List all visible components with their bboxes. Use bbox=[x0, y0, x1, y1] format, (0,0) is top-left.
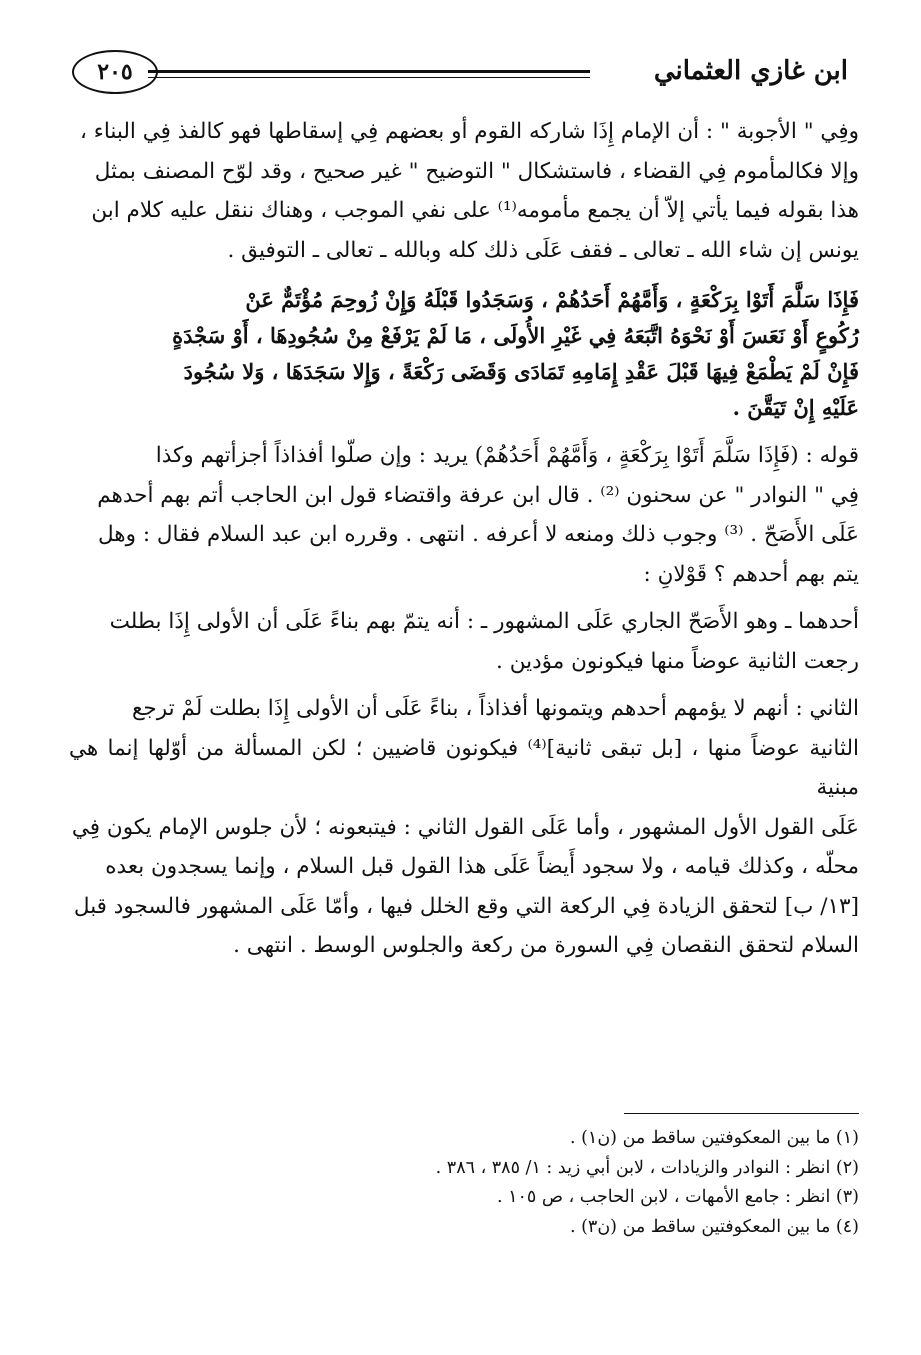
footnote-separator bbox=[624, 1113, 859, 1114]
running-title: ابن غازي العثماني bbox=[653, 56, 848, 86]
page-header bbox=[68, 50, 848, 106]
header-rule bbox=[148, 70, 590, 73]
matn-quote: فَإِذَا سَلَّمَ أَتَوْا بِرَكْعَةٍ ، وَأَمَّهُمْ أَحَدُهُمْ ، وَسَجَدُوا قَبْلَهُ وَإِنْ زُوحِمَ مُؤْتَمٌّ عَنْ رُكُوعٍ أَوْ نَعَسَ أَوْ نَحْوَهُ اتَّبَعَهُ فِي غَيْرِ الأُولَى ، مَا لَمْ يَرْفَعْ مِنْ سُجُودِهَا ، أَوْ سَجْدَةٍ فَإِنْ لَمْ يَطْمَعْ فِيهَا قَبْلَ عَقْدِ إِمَامِهِ تَمَادَى وَقَضَى رَكْعَةً ، وَإِلا سَجَدَهَا ، وَلا سُجُودَ عَلَيْهِ إِنْ تَيَقَّنَ . bbox=[172, 287, 859, 420]
header-rule-thin bbox=[148, 77, 590, 78]
footnote-2: (٢) انظر : النوادر والزيادات ، لابن أبي زيد : ١/ ٣٨٥ ، ٣٨٦ . bbox=[435, 1157, 859, 1178]
main-text bbox=[69, 112, 859, 966]
paragraph-4: الثاني : أنهم لا يؤمهم أحدهم ويتمونها أفذاذاً ، بناءً عَلَى أن الأولى إِذَا بطلت لَمْ ترجع الثانية عوضاً منها ، [بل تبقى ثانية]⁽⁴⁾ فيكونون قاضيين ؛ لكن المسألة من أوّلها إنما هي مبنية عَلَى القول الأول المشهور ، وأما عَلَى القول الثاني : فيتبعونه ؛ لأن جلوس الإمام يكون فِي محلّه ، وكذلك قيامه ، ولا سجود أَيضاً عَلَى هذا القول قبل السلام ، وإنما يسجدون بعده [١٣/ ب] لتحقق الزيادة فِي الركعة التي وقع الخلل فيها ، وأمّا عَلَى المشهور فالسجود قبل السلام لتحقق النقصان فِي السورة من ركعة والجلوس الوسط . انتهى . bbox=[69, 696, 859, 958]
paragraph-2: قوله : (فَإِذَا سَلَّمَ أَتَوْا بِرَكْعَةٍ ، وَأَمَّهُمْ أَحَدُهُمْ) يريد : وإن صلّوا أفذاذاً أجزأتهم وكذا فِي " النوادر " عن سحنون ⁽²⁾ . قال ابن عرفة واقتضاء قول ابن الحاجب أتم بهم أحدهم عَلَى الأَصَحّ . ⁽³⁾ وجوب ذلك ومنعه لا أعرفه . انتهى . وقرره ابن عبد السلام فقال : وهل يتم بهم أحدهم ؟ قَوْلانِ : bbox=[97, 443, 859, 587]
footnote-1: (١) ما بين المعكوفتين ساقط من (ن١) . bbox=[569, 1128, 859, 1148]
page-number: ٢٠٥ bbox=[72, 50, 158, 94]
paragraph-3: أحدهما ـ وهو الأَصَحّ الجاري عَلَى المشهور ـ : أنه يتمّ بهم بناءً عَلَى أن الأولى إِذَا بطلت رجعت الثانية عوضاً منها فيكونون مؤدين . bbox=[109, 609, 859, 674]
footnotes bbox=[79, 1124, 859, 1242]
paragraph-1: وفِي " الأجوبة " : أن الإمام إِذَا شاركه القوم أو بعضهم فِي إسقاطها فهو كالفذ فِي البناء ، وإلا فكالمأموم فِي القضاء ، فاستشكال " التوضيح " غير صحيح ، وقد لوّح المصنف بمثل هذا بقوله فيما يأتي إلاّ أن يجمع مأمومه⁽¹⁾ على نفي الموجب ، وهناك ننقل عليه كلام ابن يونس إن شاء الله ـ تعالى ـ فقف عَلَى ذلك كله وبالله ـ تعالى ـ التوفيق . bbox=[79, 119, 859, 263]
footnote-4: (٤) ما بين المعكوفتين ساقط من (ن٣) . bbox=[569, 1216, 859, 1237]
footnote-3: (٣) انظر : جامع الأمهات ، لابن الحاجب ، ص ١٠٥ . bbox=[496, 1187, 859, 1207]
